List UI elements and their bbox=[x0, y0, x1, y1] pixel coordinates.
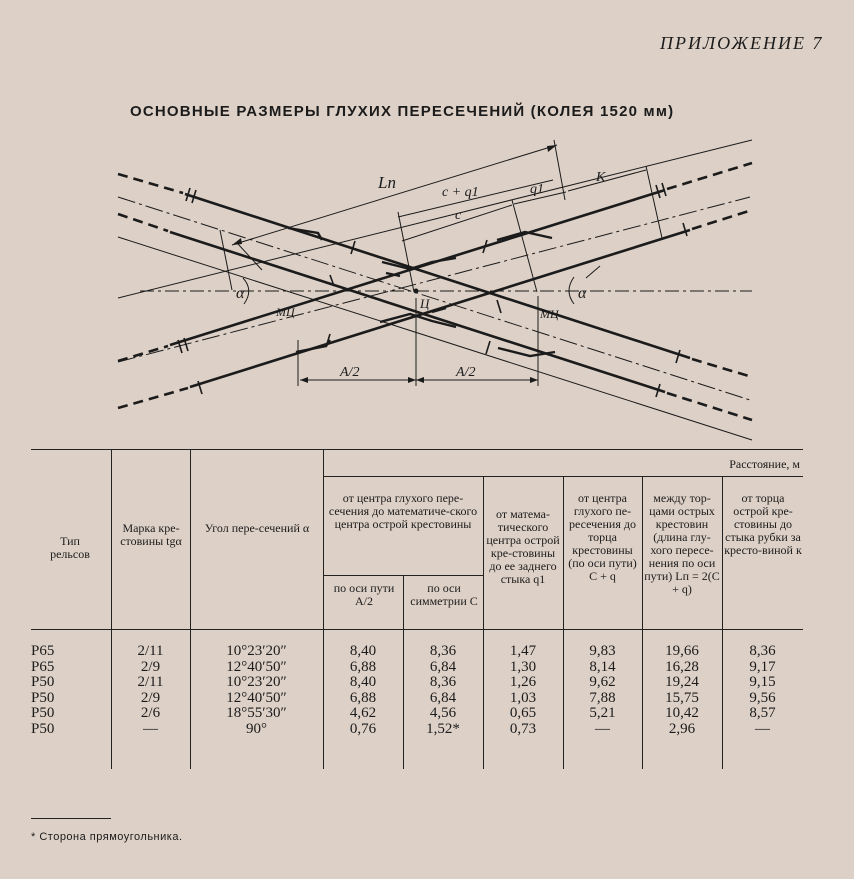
rail-a-1-dash-l bbox=[118, 174, 183, 193]
page-title: ОСНОВНЫЕ РАЗМЕРЫ ГЛУХИХ ПЕРЕСЕЧЕНИЙ (КОЛЕЯ 1520 мм) bbox=[130, 103, 675, 120]
header-distance: Расстояние, м bbox=[729, 457, 800, 471]
arrowhead bbox=[530, 377, 538, 383]
table-cell: 0,65 bbox=[509, 705, 537, 722]
label-cq: c + q1 bbox=[442, 185, 479, 200]
rail-b-2-dash-r bbox=[692, 210, 752, 229]
header-math-center: от матема-тического центра острой кре-стовины до ее заднего стыка q1 bbox=[486, 507, 560, 586]
rail-a-2 bbox=[170, 232, 665, 392]
table-cell: 1,30 bbox=[509, 658, 537, 675]
axis-line-2 bbox=[118, 197, 750, 362]
alpha-leader bbox=[586, 266, 600, 278]
table-cell: 8,36 bbox=[749, 643, 776, 659]
label-alpha-right: α bbox=[578, 285, 587, 302]
table-cell: 4,62 bbox=[349, 705, 377, 722]
table-head-bottom-rule bbox=[31, 629, 803, 630]
label-c: c bbox=[455, 208, 462, 223]
rail-b-2-dash-l bbox=[118, 388, 188, 408]
table-cell: 9,62 bbox=[589, 674, 616, 691]
ext bbox=[554, 140, 565, 200]
table-cell: 10°23′20″ bbox=[226, 643, 287, 659]
rail-b-1-dash-r bbox=[667, 163, 752, 189]
label-alpha-left: α bbox=[236, 285, 245, 302]
rail-joint bbox=[486, 341, 490, 354]
ext bbox=[512, 200, 537, 292]
row-rail-type: Р50 bbox=[31, 721, 55, 737]
ext bbox=[220, 230, 232, 290]
table-cell: 2/11 bbox=[137, 643, 164, 659]
table-cell: 10,42 bbox=[665, 705, 699, 722]
table-cell: 1,03 bbox=[509, 689, 537, 706]
ext bbox=[398, 212, 414, 292]
header-to-end: от центра глухого пе-ресечения до торца крестовины (по оси пути) C + q bbox=[568, 491, 637, 583]
table-cell: 19,24 bbox=[665, 674, 699, 691]
guard-rail bbox=[296, 340, 330, 352]
row-rail-type: Р50 bbox=[31, 705, 55, 722]
table-cell: 10°23′20″ bbox=[226, 674, 287, 691]
rail-joint bbox=[683, 223, 687, 236]
table-cell: 8,36 bbox=[429, 643, 457, 659]
rail-joint bbox=[676, 350, 680, 363]
alpha-leader bbox=[238, 244, 262, 270]
table-cell: 90° bbox=[246, 721, 267, 737]
table-cell: 4,56 bbox=[429, 705, 457, 722]
header-angle: Угол пере-сечений α bbox=[204, 521, 310, 535]
table-cell: 6,88 bbox=[349, 658, 377, 675]
table-cell: 8,40 bbox=[349, 643, 377, 659]
table-cell: 12°40′50″ bbox=[226, 658, 287, 675]
rail-a-2-dash-l bbox=[118, 214, 168, 231]
table-cell: — bbox=[595, 721, 610, 737]
table-cell: 15,75 bbox=[665, 689, 699, 706]
appendix-label: ПРИЛОЖЕНИЕ 7 bbox=[660, 33, 824, 53]
header-axis-sym: по оси симметрии C bbox=[410, 581, 478, 608]
footnote-rule bbox=[31, 818, 111, 819]
header-axis-track: по оси пути A/2 bbox=[333, 581, 395, 608]
label-ln: Lп bbox=[378, 173, 396, 192]
table-cell: 2/11 bbox=[137, 674, 164, 691]
table-cell: 7,88 bbox=[589, 689, 616, 706]
label-q1: q1 bbox=[530, 182, 544, 197]
label-mc-left: МЦ bbox=[276, 305, 295, 319]
rail-joint bbox=[497, 300, 501, 313]
header-between: между тор-цами острых крестовин (длина глу-хого пересе-нения по оси пути) Lп = 2(C + q) bbox=[644, 491, 720, 596]
footnote: * Сторона прямоугольника. bbox=[31, 831, 183, 843]
label-center: Ц bbox=[420, 296, 430, 311]
table-cell: 6,88 bbox=[349, 689, 377, 706]
table-cell: 0,76 bbox=[349, 721, 377, 737]
label-k: K bbox=[596, 170, 606, 185]
ext bbox=[646, 166, 662, 238]
table-cell: 8,40 bbox=[349, 674, 377, 691]
table-cell: 1,52* bbox=[426, 721, 460, 737]
header-from-center: от центра глухого пере-сечения до математиче-ского центра острой крестовины bbox=[328, 491, 478, 531]
axis-line-1 bbox=[118, 197, 750, 400]
table-cell: 5,21 bbox=[589, 705, 616, 722]
thin-rail-1 bbox=[118, 237, 752, 440]
arrowhead bbox=[408, 377, 416, 383]
table-cell: 6,84 bbox=[429, 658, 457, 675]
table-cell: 2/9 bbox=[140, 658, 161, 675]
arrowhead bbox=[232, 238, 242, 245]
header-mark: Марка кре-стовины tgα bbox=[120, 521, 182, 548]
table-cell: 0,73 bbox=[509, 721, 537, 737]
frog bbox=[382, 258, 456, 269]
row-rail-type: Р65 bbox=[31, 643, 55, 659]
rail-a-1-dash-r bbox=[692, 359, 752, 377]
table-cell: 1,26 bbox=[509, 674, 537, 691]
header-end-joint: от торца острой кре-стовины до стыка рубки за кресто-виной к bbox=[724, 491, 802, 557]
table-cell: 8,57 bbox=[749, 705, 776, 722]
row-rail-type: Р50 bbox=[31, 674, 55, 691]
table-cell: 9,15 bbox=[749, 674, 776, 691]
row-rail-type: Р65 bbox=[31, 658, 55, 675]
table-cell: 8,36 bbox=[429, 674, 457, 691]
label-a2-right: A/2 bbox=[456, 365, 476, 380]
table-cell: 19,66 bbox=[665, 643, 699, 659]
table-cell: 6,84 bbox=[429, 689, 457, 706]
arrowhead bbox=[300, 377, 308, 383]
arrowhead bbox=[416, 377, 424, 383]
table-cell: 2,96 bbox=[668, 721, 696, 737]
table-cell: 2/6 bbox=[140, 705, 161, 722]
header-type: Тип рельсов bbox=[50, 534, 90, 561]
rail-b-1-dash-l bbox=[118, 346, 168, 361]
row-rail-type: Р50 bbox=[31, 689, 55, 706]
table-cell: 12°40′50″ bbox=[226, 689, 287, 706]
table-cell: 8,14 bbox=[589, 658, 616, 675]
k-dim bbox=[568, 170, 646, 191]
center-point bbox=[414, 289, 419, 294]
guard-rail bbox=[497, 232, 552, 240]
table-cell: 1,47 bbox=[509, 643, 537, 659]
label-a2-left: A/2 bbox=[340, 365, 360, 380]
table-cell: 2/9 bbox=[140, 689, 161, 706]
label-mc-right: МЦ bbox=[540, 307, 559, 321]
table-cell: 9,56 bbox=[749, 689, 776, 706]
table-cell: 16,28 bbox=[665, 658, 699, 675]
table-cell: 9,17 bbox=[749, 658, 776, 675]
table-cell: 18°55′30″ bbox=[226, 705, 287, 722]
table-top-rule bbox=[31, 449, 803, 450]
table-cell: — bbox=[143, 721, 158, 737]
table-cell: 9,83 bbox=[589, 643, 616, 659]
table-cell: — bbox=[755, 721, 770, 737]
ln-dim bbox=[232, 145, 557, 245]
crossing-diagram bbox=[0, 130, 854, 450]
